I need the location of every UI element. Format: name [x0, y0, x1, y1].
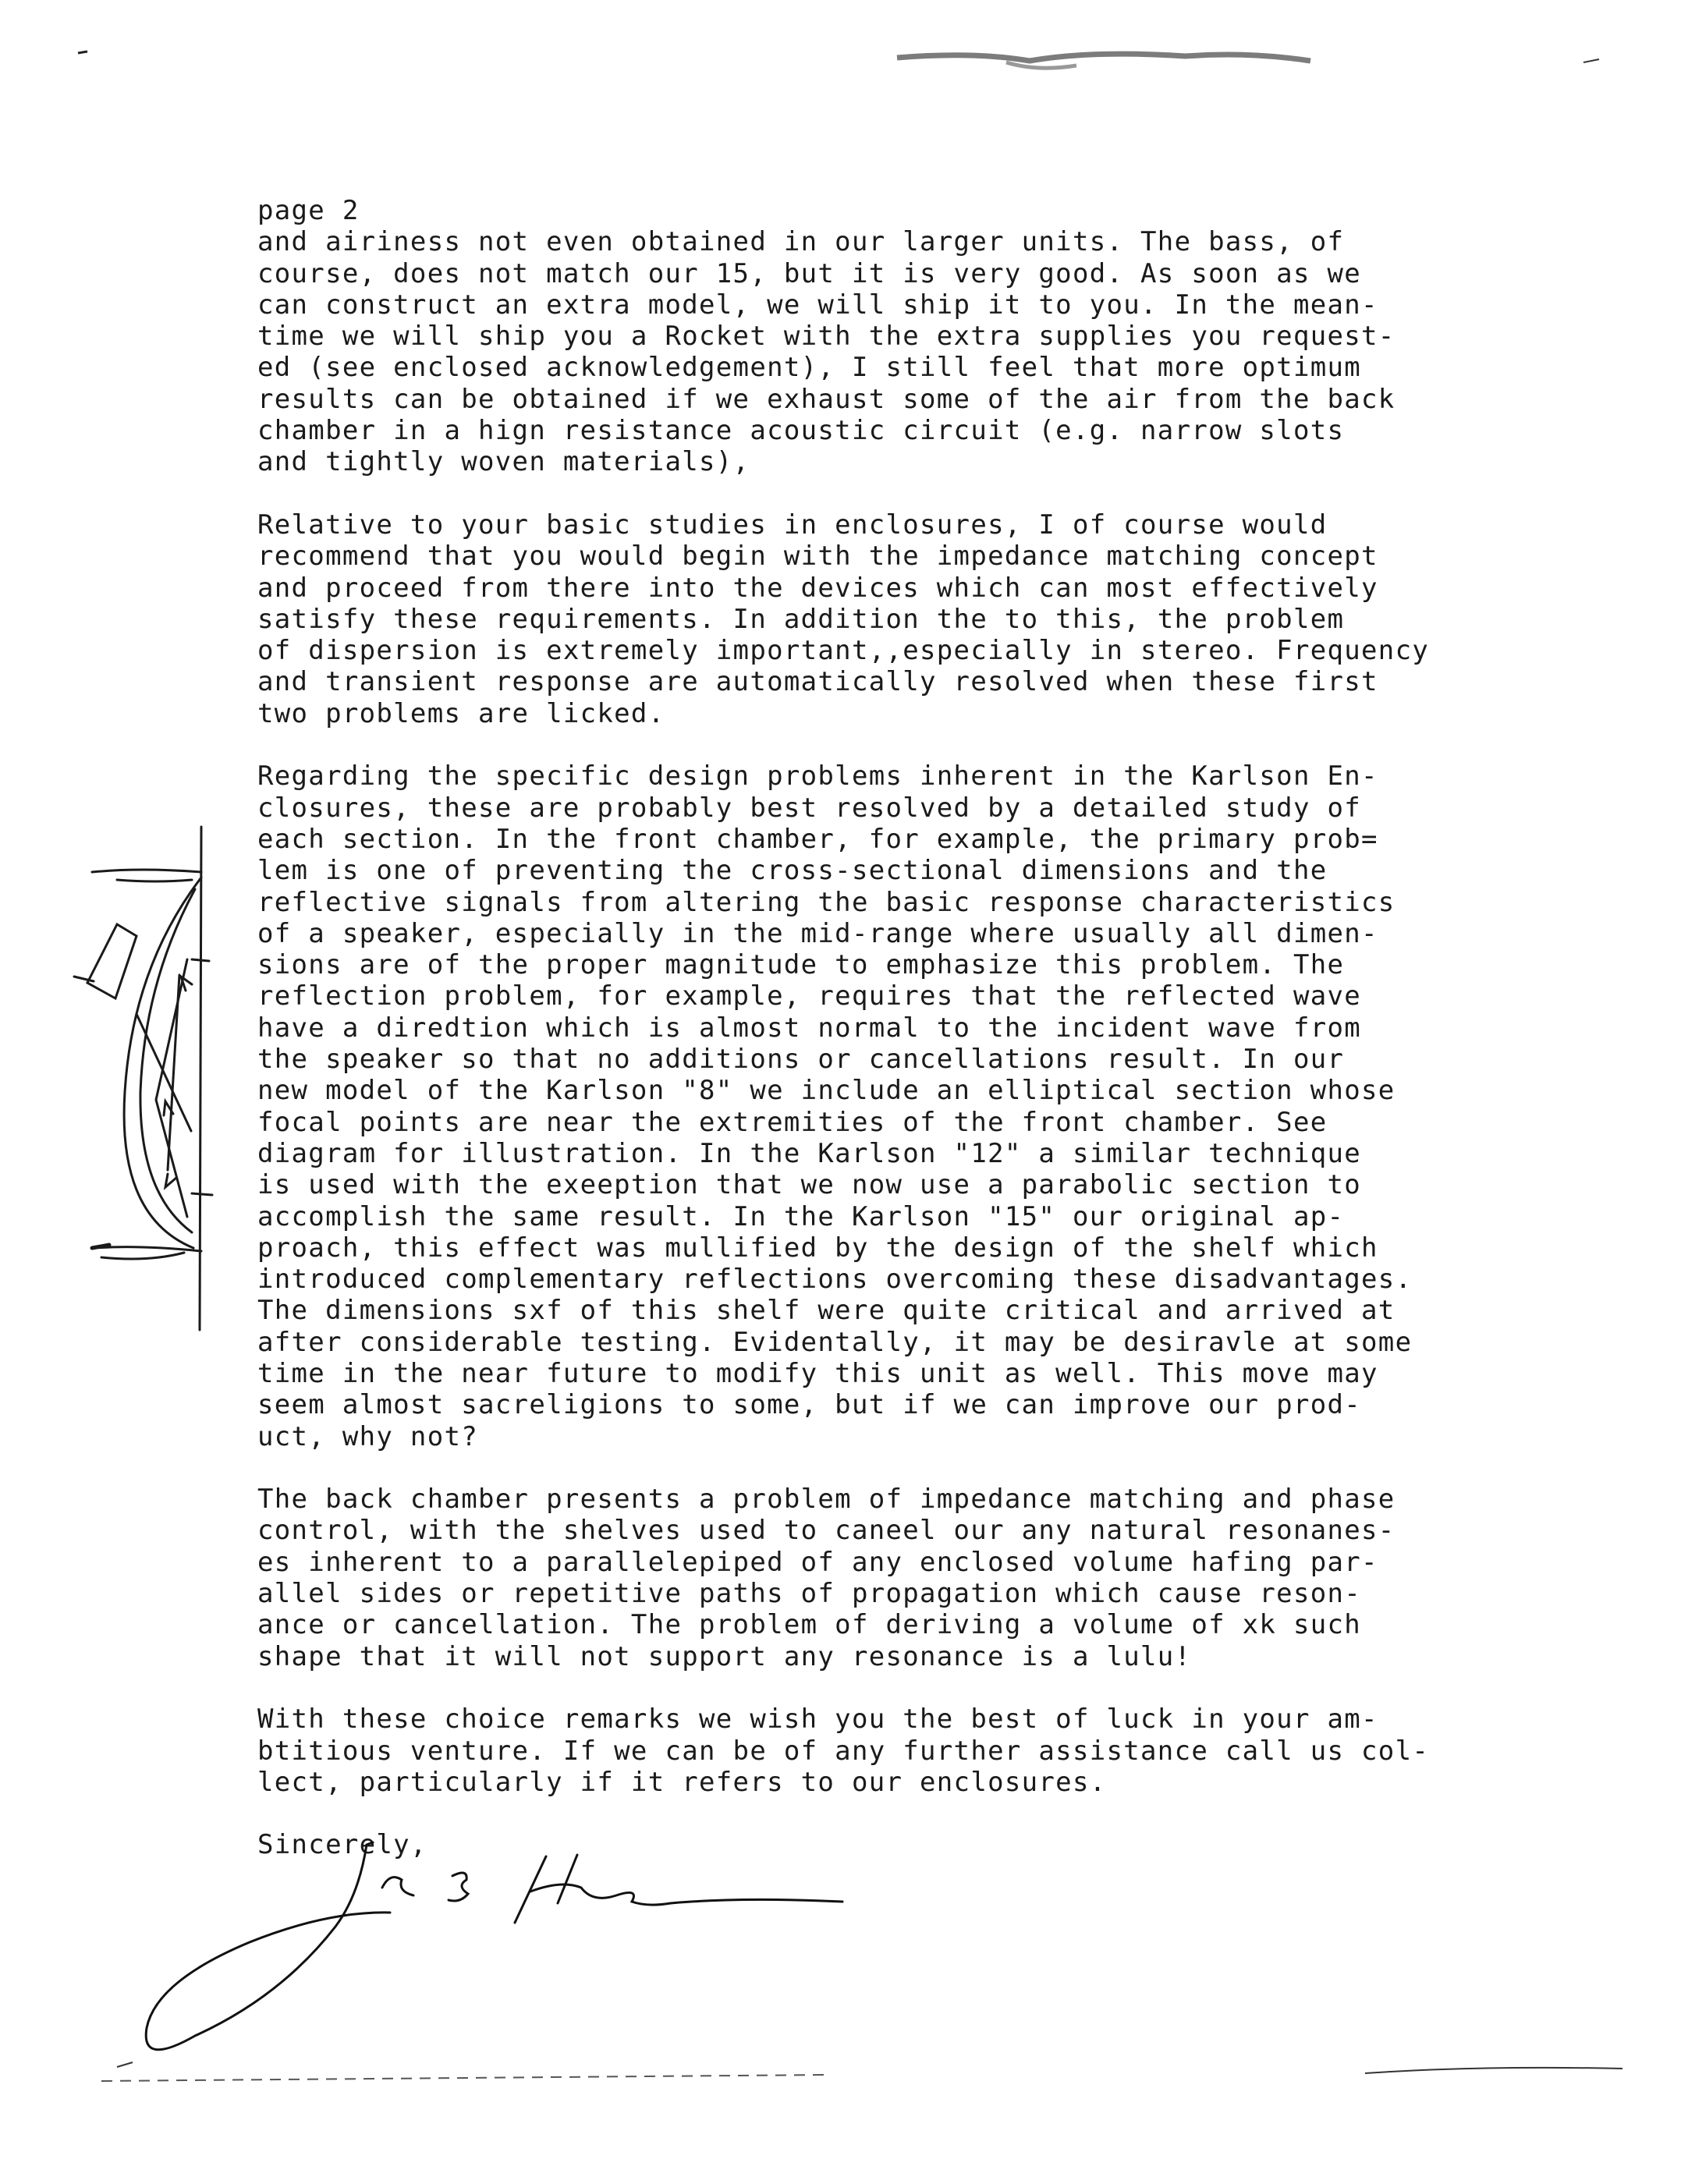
signature-stroke: [382, 1877, 413, 1895]
text-line: sions are of the proper magnitude to emphasize this problem. The: [257, 949, 1345, 981]
text-line: results can be obtained if we exhaust some of the air from the back: [257, 383, 1395, 415]
text-line: With these choice remarks we wish you the best of luck in your am-: [257, 1704, 1378, 1736]
text-line: is used with the exeeption that we now use a parabolic section to: [257, 1169, 1362, 1201]
text-line: control, with the shelves used to caneel our any natural resonanes-: [257, 1515, 1395, 1547]
text-line: uct, why not?: [257, 1420, 479, 1452]
signature-stroke: [558, 1855, 577, 1903]
text-line: of dispersion is extremely important,,especially in stereo. Frequency: [257, 635, 1430, 667]
text-line: two problems are licked.: [257, 697, 665, 729]
signature-stroke: [449, 1873, 468, 1901]
text-line: time in the near future to modify this unit as well. This move may: [257, 1357, 1378, 1389]
text-line: btitious venture. If we can be of any further assistance call us col-: [257, 1735, 1430, 1767]
text-line: diagram for illustration. In the Karlson "12" a similar technique: [257, 1137, 1362, 1169]
text-line: allel sides or repetitive paths of propagation which cause reson-: [257, 1578, 1362, 1610]
signature-tail: [671, 1899, 842, 1903]
text-line: can construct an extra model, we will ship it to you. In the mean-: [257, 289, 1378, 321]
text-line: reflective signals from altering the basic response characteristics: [257, 886, 1395, 918]
text-line: time we will ship you a Rocket with the extra supplies you request-: [257, 321, 1395, 353]
text-line: and transient response are automatically resolved when these first: [257, 666, 1378, 698]
text-line: reflection problem, for example, requires that the reflected wave: [257, 980, 1362, 1012]
text-line: The dimensions sxf of this shelf were quite critical and arrived at: [257, 1295, 1395, 1327]
text-line: lect, particularly if it refers to our enclosures.: [257, 1766, 1107, 1798]
text-line: and tightly woven materials),: [257, 446, 750, 478]
text-line: es inherent to a parallelepiped of any enclosed volume hafing par-: [257, 1546, 1378, 1578]
signature-stroke: [530, 1884, 671, 1905]
text-line: chamber in a hign resistance acoustic circuit (e.g. narrow slots: [257, 415, 1345, 447]
text-line: seem almost sacreligions to some, but if we can improve our prod-: [257, 1389, 1362, 1421]
text-line: Regarding the specific design problems inherent in the Karlson En-: [257, 760, 1378, 792]
text-line: and proceed from there into the devices which can most effectively: [257, 572, 1378, 604]
text-line: Relative to your basic studies in enclosures, I of course would: [257, 509, 1328, 541]
text-line: introduced complementary reflections overcoming these disadvantages.: [257, 1264, 1413, 1296]
text-line: of a speaker, especially in the mid-range where usually all dimen-: [257, 917, 1378, 949]
text-line: shape that it will not support any resonance is a lulu!: [257, 1640, 1192, 1672]
text-line: The back chamber presents a problem of impedance matching and phase: [257, 1484, 1395, 1516]
signature-stroke: [515, 1856, 546, 1923]
signature-stroke: [367, 1842, 373, 1845]
text-line: after considerable testing. Evidentally, it may be desiravle at some: [257, 1326, 1413, 1358]
text-line: course, does not match our 15, but it is very good. As soon as we: [257, 257, 1362, 289]
text-line: each section. In the front chamber, for example, the primary prob=: [257, 823, 1378, 855]
text-line: accomplish the same result. In the Karlson "15" our original ap-: [257, 1200, 1345, 1232]
text-line: recommend that you would begin with the impedance matching concept: [257, 541, 1378, 573]
text-line: proach, this effect was mullified by the design of the shelf which: [257, 1232, 1378, 1264]
text-line: the speaker so that no additions or cancellations result. In our: [257, 1044, 1345, 1076]
text-line: satisfy these requirements. In addition the to this, the problem: [257, 603, 1345, 635]
text-line: new model of the Karlson "8" we include an elliptical section whose: [257, 1075, 1395, 1107]
page-label: page 2: [257, 195, 360, 226]
text-line: lem is one of preventing the cross-sectional dimensions and the: [257, 855, 1328, 887]
text-line: have a diredtion which is almost normal to the incident wave from: [257, 1012, 1362, 1044]
text-line: closures, these are probably best resolved by a detailed study of: [257, 792, 1362, 824]
closing: Sincerely,: [257, 1829, 427, 1861]
text-line: ed (see enclosed acknowledgement), I still feel that more optimum: [257, 352, 1362, 384]
text-line: ance or cancellation. The problem of deriving a volume of xk such: [257, 1609, 1362, 1641]
text-line: focal points are near the extremities of the front chamber. See: [257, 1106, 1328, 1138]
signature-loop: [146, 1845, 390, 2050]
text-line: and airiness not even obtained in our larger units. The bass, of: [257, 226, 1345, 258]
